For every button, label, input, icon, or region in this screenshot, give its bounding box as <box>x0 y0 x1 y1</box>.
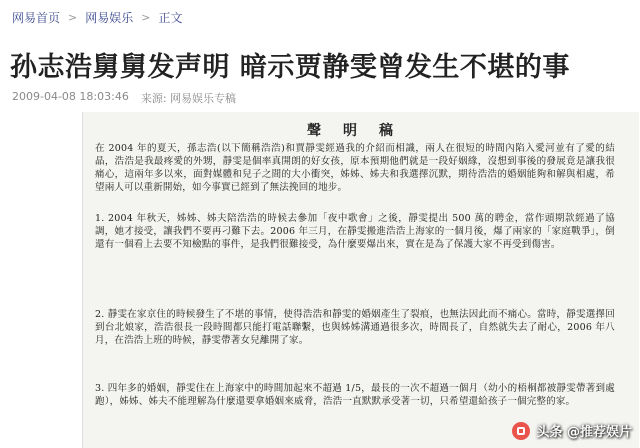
breadcrumb-home-link[interactable]: 网易首页 <box>12 10 61 25</box>
watermark-text: 头条 @推荐娱片 <box>536 425 632 440</box>
breadcrumb-separator: > <box>68 10 78 24</box>
article-meta <box>12 90 236 106</box>
watermark <box>512 421 632 440</box>
document-paragraph: 在 2004 年的夏天，孫志浩(以下簡稱浩浩)和賈靜雯經過我的介紹而相識，兩人在很短的時間內陷入愛河並有了愛的結晶，浩浩是我最疼愛的外甥，靜雯是個率真開朗的好女孩，原本預期他們就是一段好姻緣，沒想到事後的發展竟是讓我很痛心，這兩年多以來，面對媒體和兒子之間的大小衝突，姊姊、姊夫和我選擇沉默，期待浩浩的婚姻能夠和解與相處，希望兩人可以重新開始，如今事實已經到了無法挽回的地步。 <box>95 143 615 193</box>
breadcrumb-channel-link[interactable]: 网易娱乐 <box>85 10 134 25</box>
toutiao-logo-icon <box>512 422 530 440</box>
document-paragraph: 1. 2004 年秋天，姊姊、姊夫陪浩浩的時候去參加「夜中歌會」之後，靜雯提出 500 萬的聘金，當作頭期款經過了協調，她才接受，讓我們不要再刁難下去。2006 年三月，在靜雯搬進浩浩上海家的一個月後，爆了兩家的「家庭戰爭」，倒還有一個看上去要不知檢點的事件，是我們很難接受，為什麼要爆出來，實在是為了保護大家不再受到傷害。 <box>95 213 615 250</box>
document-paragraph: 3. 四年多的婚姻，靜雯住在上海家中的時間加起來不超過 1/5，最長的一次不超過一個月（幼小的梧桐都被靜雯帶著到處跑），姊姊、姊夫不能理解為什麼還要拿婚姻來威脅，浩浩一直默默承受著一切，只希望還給孩子一個完整的家。 <box>95 383 615 407</box>
article-date: 2009-04-08 18:03:46 <box>12 90 129 103</box>
breadcrumb-current: 正文 <box>158 10 183 25</box>
statement-document-image <box>82 112 639 448</box>
article-source[interactable]: 来源: 网易娱乐专稿 <box>140 92 237 105</box>
breadcrumb <box>12 8 182 26</box>
breadcrumb-separator: > <box>141 10 151 24</box>
document-title: 聲明稿 <box>307 123 415 139</box>
document-paragraph: 2. 靜雯在家京住的時候發生了不堪的事情，使得浩浩和靜雯的婚姻產生了裂痕，也無法因此而不痛心。當時，靜雯選擇回到台北娘家，浩浩很長一段時間都只能打電話聯繫，也與姊姊溝通過很多次，時間長了，自然就失去了耐心，2006 年八月，在浩浩上班的時候，靜雯帶著女兒離開了家。 <box>95 309 615 346</box>
article-title: 孙志浩舅舅发声明 暗示贾静雯曾发生不堪的事 <box>10 52 570 83</box>
